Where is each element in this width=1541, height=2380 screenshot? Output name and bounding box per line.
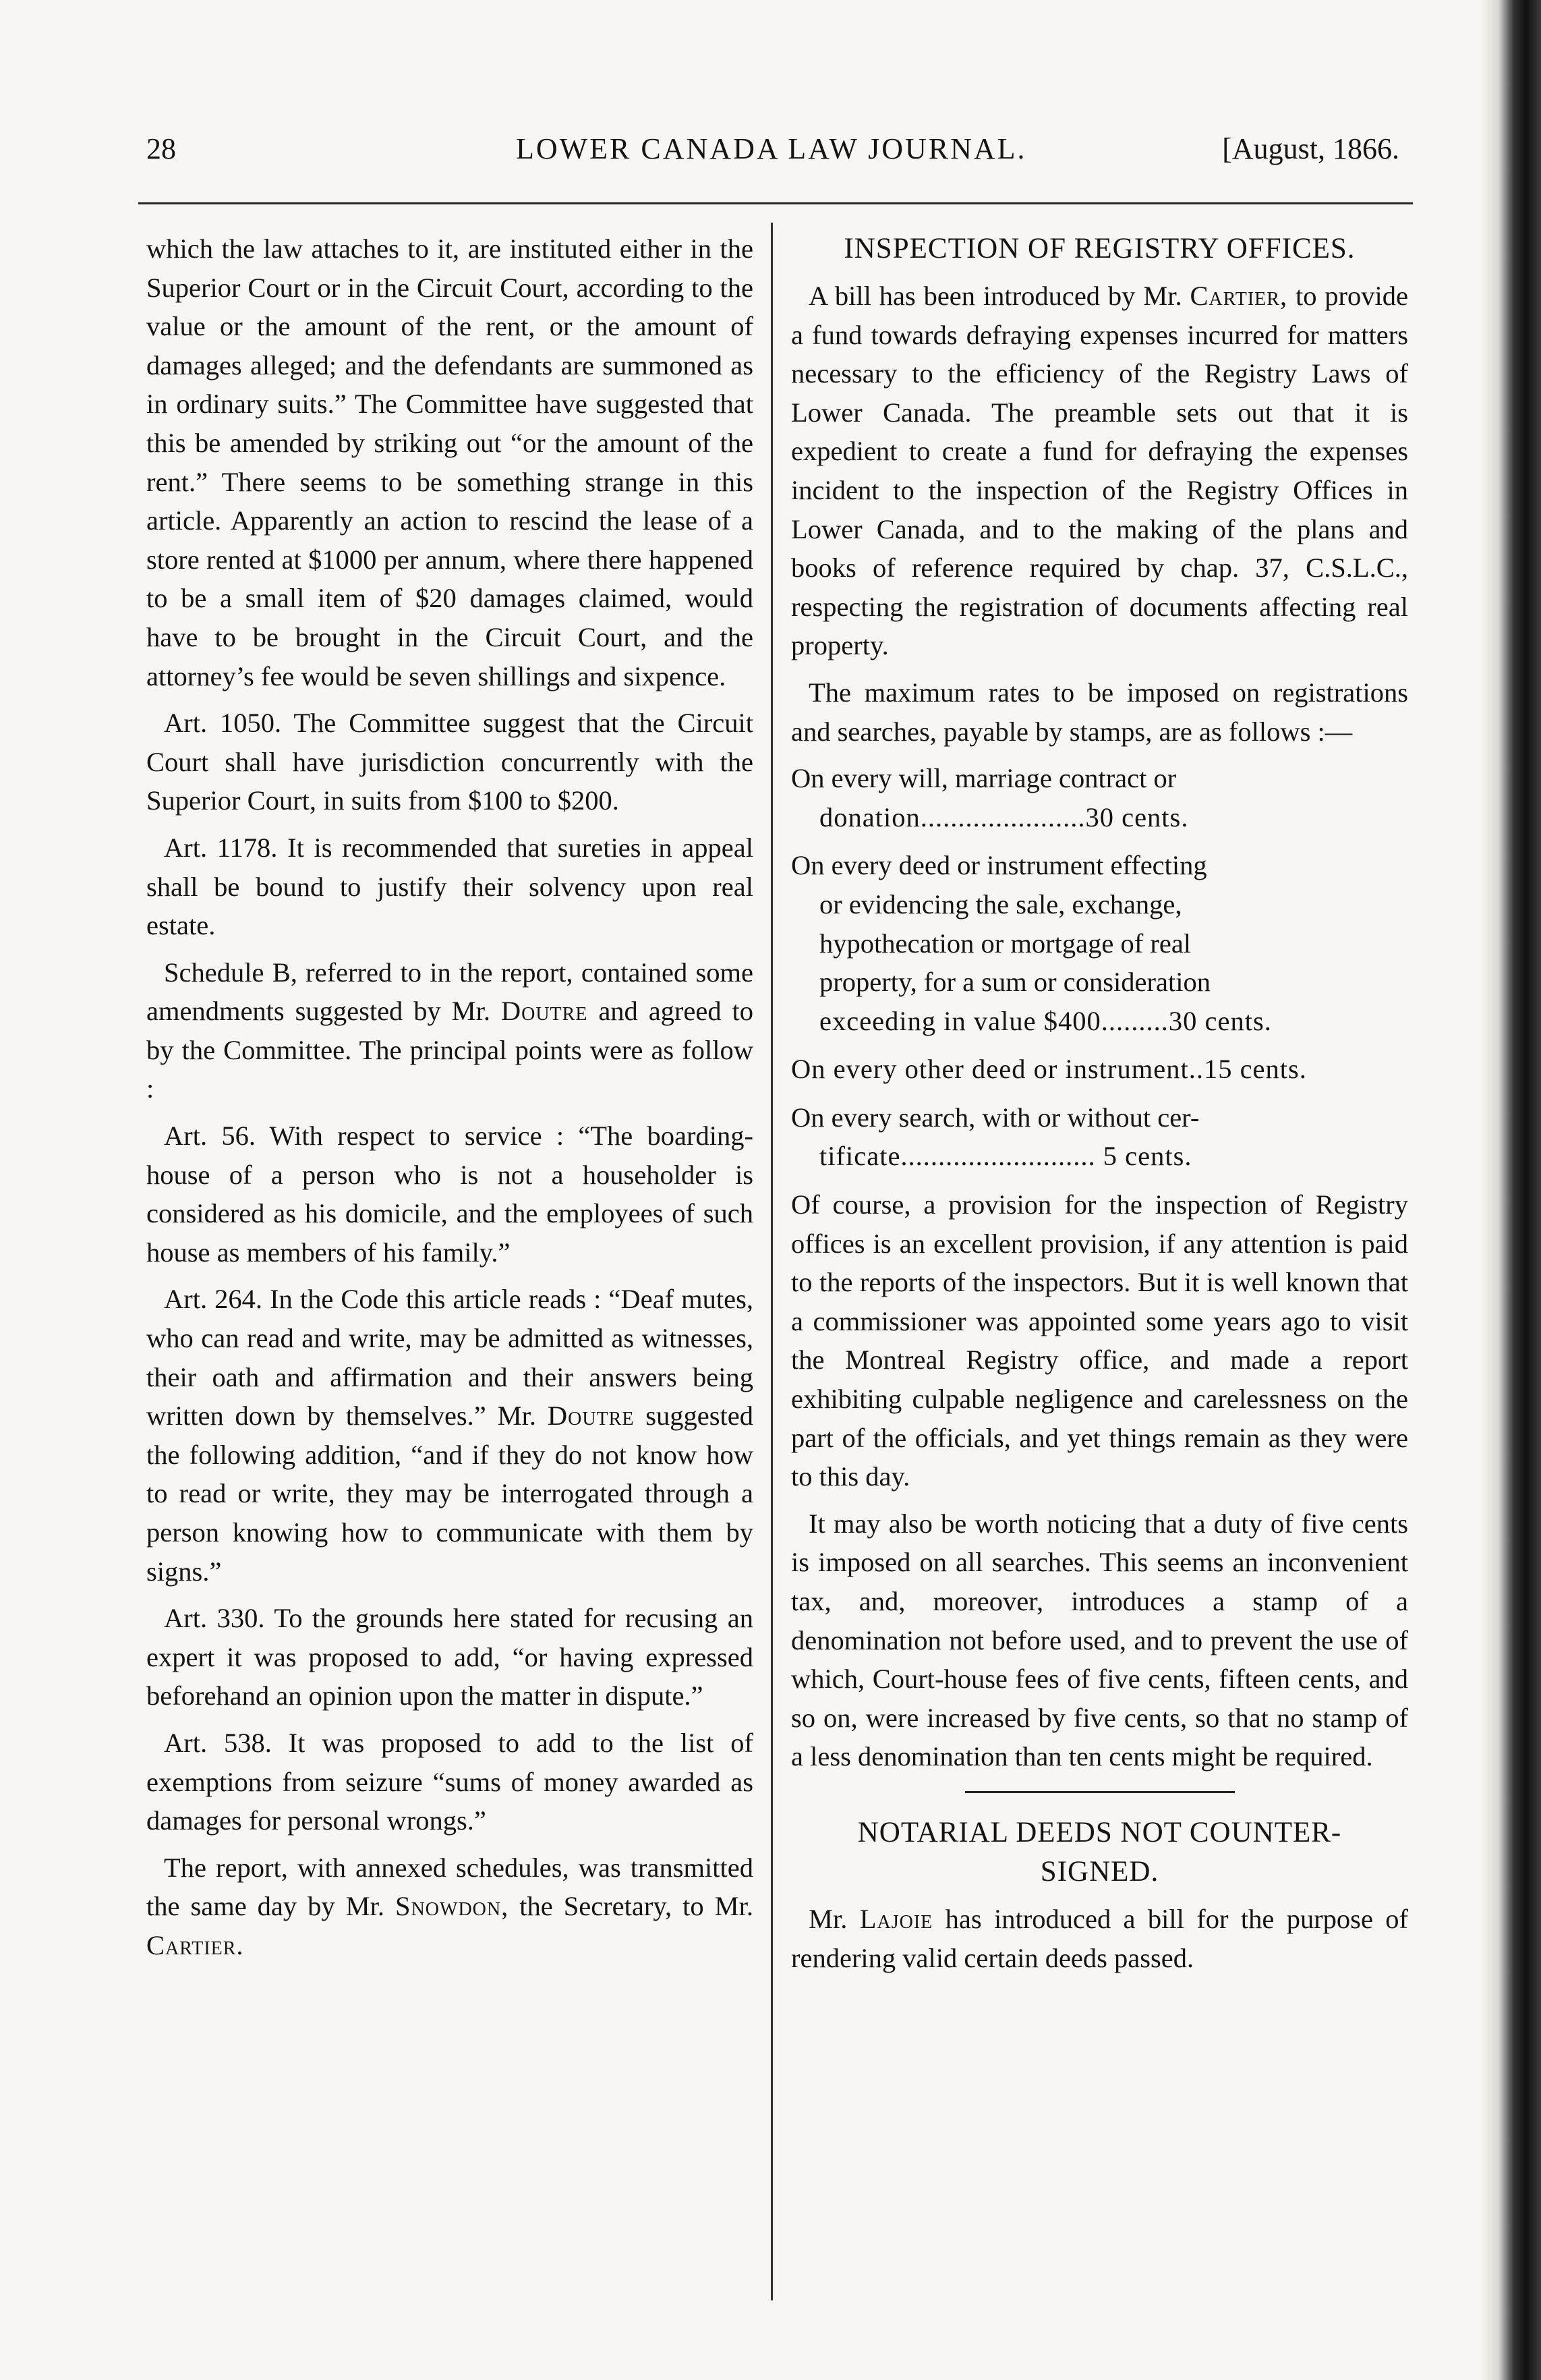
issue-date: [August, 1866.: [1222, 132, 1399, 165]
paragraph: Art. 538. It was proposed to add to the list of exemptions from seizure “sums of money awarded as damages for personal wrongs.”: [146, 1727, 753, 1836]
person-name: Snowdon,: [395, 1891, 509, 1922]
paragraph: Art. 56. With respect to service : “The boarding-house of a person who is not a householder is considered as his domicile, and the employees of such house as members of his family.”: [146, 1121, 753, 1268]
paragraph: Art. 330. To the grounds here stated for recusing an expert it was proposed to add, “or having expressed beforehand an opinion upon the matter in dispute.”: [146, 1603, 753, 1711]
section-heading: INSPECTION OF REGISTRY OFFICES.: [844, 233, 1356, 264]
fee-entry: [791, 1098, 1408, 1176]
person-name: Doutre: [547, 1400, 635, 1432]
text-run: suggested the following addition, “and if they do not know how to read or write, they may be interrogated through a person knowing how to communicate with them by signs.”: [146, 1400, 754, 1587]
journal-page: [138, 0, 1413, 2380]
fee-entry: [791, 846, 1408, 1040]
paragraph: Art. 1178. It is recommended that sureties in appeal shall be bound to justify their solvency upon real estate.: [146, 832, 753, 941]
text-run: and agreed to by the Committee. The principal points were as follow :: [146, 996, 753, 1104]
text-run: Schedule B, referred to in the report, contained some amendments suggested by Mr.: [146, 957, 753, 1027]
fee-line: donation......................30 cents.: [819, 801, 1189, 832]
text-run: to provide a fund towards defraying expenses incurred for matters necessary to the efficiency of the Registry Laws of Lower Canada. The preamble sets out that it is expedient to create a fund for defraying the expenses incident to the inspection of the Registry Offices in Lower Canada, and to the making of the plans and books of reference required by chap. 37, C.S.L.C., respecting the registration of documents affecting real property.: [791, 281, 1409, 661]
text-run: has introduced a bill for the purpose of rendering valid certain deeds passed.: [791, 1903, 1409, 1973]
left-column: [146, 229, 753, 1973]
journal-title: LOWER CANADA LAW JOURNAL.: [516, 132, 1027, 165]
heading-line: NOTARIAL DEEDS NOT COUNTER-: [857, 1816, 1342, 1848]
text-run: the Secretary, to Mr.: [519, 1891, 753, 1922]
text-run: A bill has been introduced by Mr.: [809, 281, 1182, 311]
paragraph: [791, 1900, 1408, 1977]
fee-line: tificate.......................... 5 cents.: [819, 1141, 1192, 1172]
page-number: 28: [146, 132, 176, 165]
page-header: [138, 132, 1413, 172]
fee-line: property, for a sum or consideration: [819, 967, 1211, 998]
section-divider: [965, 1791, 1235, 1793]
text-run: The report, with annexed schedules, was transmitted the same day by Mr.: [146, 1852, 753, 1922]
fee-entry: [791, 1050, 1408, 1089]
fee-line: On every search, with or without cer-: [791, 1102, 1200, 1133]
fee-entry: [791, 759, 1408, 837]
paragraph: [791, 277, 1408, 665]
paragraph: The maximum rates to be imposed on registrations and searches, payable by stamps, are as follows :—: [791, 677, 1408, 747]
fee-line: exceeding in value $400.........30 cents.: [819, 1005, 1272, 1036]
page-edge-shadow: [1480, 0, 1541, 2380]
text-run: Mr.: [809, 1903, 848, 1934]
person-name: Lajoie: [859, 1903, 933, 1934]
fee-line: On every other deed or instrument..15 cents.: [791, 1054, 1307, 1085]
header-rule: [138, 202, 1413, 204]
section-heading: [791, 1813, 1408, 1892]
person-name: Doutre: [500, 996, 588, 1027]
text-run: Art. 264. In the Code this article reads : “Deaf mutes, who can read and write, may be admitted as witnesses, their oath and affirmation and their answers being written down by themselves.” Mr.: [146, 1284, 753, 1432]
column-divider: [771, 223, 773, 2300]
person-name: Cartier.: [146, 1929, 244, 1960]
heading-line: SIGNED.: [1040, 1855, 1159, 1888]
paragraph: Art. 1050. The Committee suggest that the Circuit Court shall have jurisdiction concurrently with the Superior Court, in suits from $100 to $200.: [146, 708, 753, 816]
paragraph: Of course, a provision for the inspection of Registry offices is an excellent provision, if any attention is paid to the reports of the inspectors. But it is well known that a commissioner was appointed some years ago to visit the Montreal Registry office, and made a report exhibiting culpable negligence and carelessness on the part of the officials, and yet things remain as they were to this day.: [791, 1189, 1408, 1492]
paragraph: [146, 953, 753, 1108]
person-name: Cartier,: [1190, 281, 1288, 311]
right-column: [791, 229, 1408, 1985]
paragraph: It may also be worth noticing that a duty of five cents is imposed on all searches. This seems an inconvenient tax, and, moreover, introduces a stamp of a denomination not before used, and to prevent the use of which, Court-house fees of five cents, fifteen cents, and so on, were increased by five cents, so that no stamp of a less denomination than ten cents might be required.: [791, 1508, 1408, 1772]
paragraph: [146, 1848, 753, 1965]
fee-line: On every will, marriage contract or: [791, 763, 1177, 794]
paragraph: which the law attaches to it, are instituted either in the Superior Court or in the Circuit Court, according to the value or the amount of the rent, or the amount of damages alleged; and the defendants are summoned as in ordinary suits.” The Committee have suggested that this be amended by striking out “or the amount of the rent.” There seems to be something strange in this article. Apparently an action to rescind the lease of a store rented at $1000 per annum, where there happened to be a small item of $20 damages claimed, would have to be brought in the Circuit Court, and the attorney’s fee would be seven shillings and sixpence.: [146, 233, 753, 691]
fee-line: hypothecation or mortgage of real: [819, 928, 1192, 959]
fee-line: or evidencing the sale, exchange,: [819, 888, 1182, 919]
fee-line: On every deed or instrument effecting: [791, 850, 1207, 881]
paragraph: [146, 1280, 753, 1591]
